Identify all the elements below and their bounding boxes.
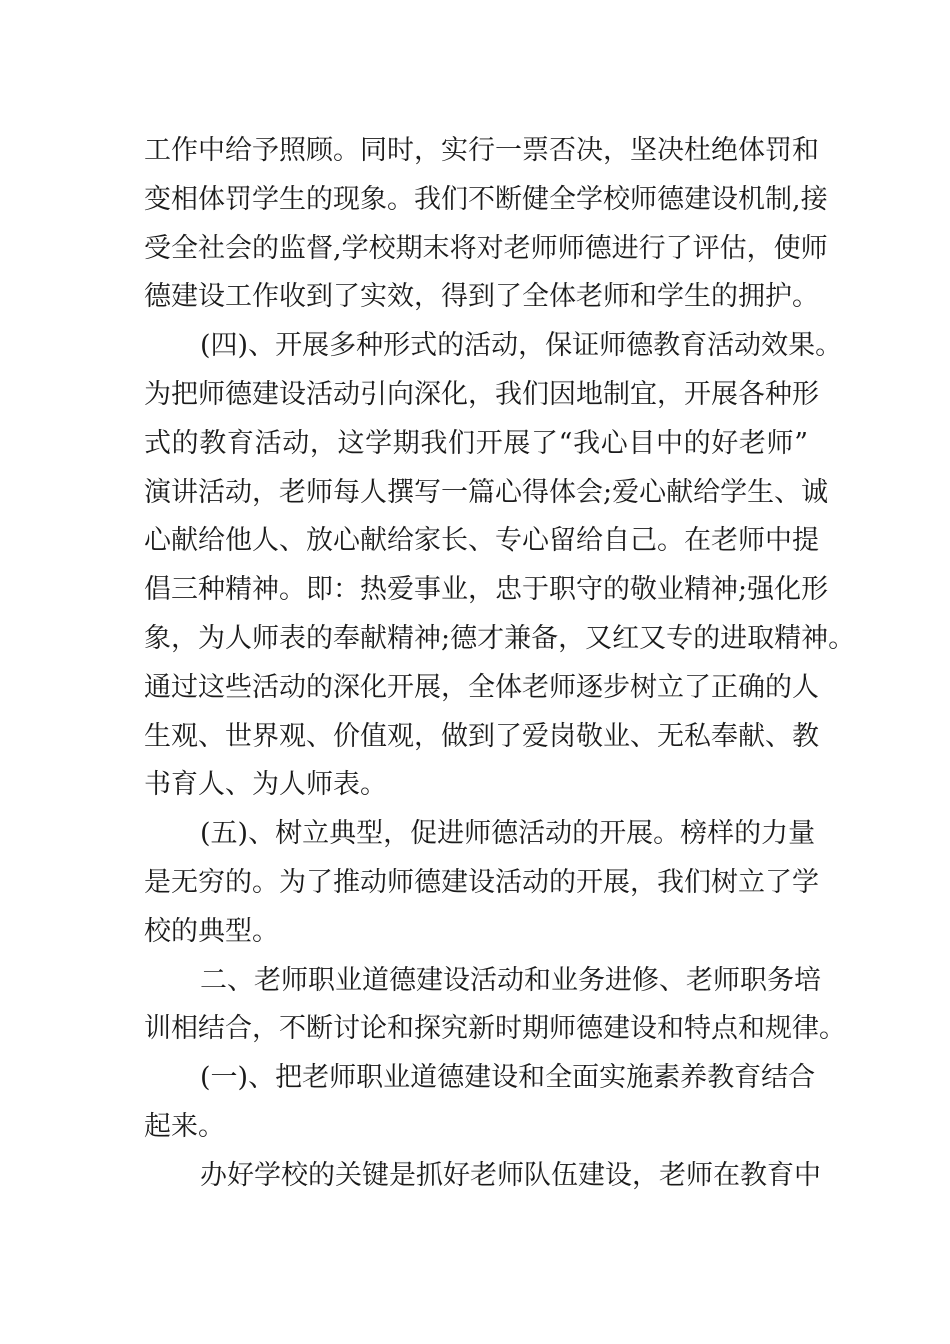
text-line: 二、老师职业道德建设活动和业务进修、老师职务培 [200, 964, 821, 996]
text-line: 为把师德建设活动引向深化，我们因地制宜，开展各种形 [144, 378, 819, 410]
text-line: 德建设工作收到了实效，得到了全体老师和学生的拥护。 [144, 281, 819, 313]
text-line: 起来。 [144, 1110, 225, 1142]
document-body [144, 127, 856, 1201]
text-line: 工作中给予照顾。同时，实行一票否决，坚决杜绝体罚和 [144, 135, 819, 166]
text-line: 演讲活动，老师每人撰写一篇心得体会;爱心献给学生、诚 [144, 476, 829, 508]
text-line: 象，为人师表的奉献精神;德才兼备，又红又专的进取精神。 [144, 622, 856, 654]
text-line: 办好学校的关键是抓好老师队伍建设，老师在教育中 [200, 1159, 821, 1191]
text-line: 通过这些活动的深化开展，全体老师逐步树立了正确的人 [144, 671, 819, 703]
text-line: 变相体罚学生的现象。我们不断健全学校师德建设机制,接 [144, 183, 828, 215]
text-line: 校的典型。 [144, 915, 279, 947]
text-line: 是无穷的。为了推动师德建设活动的开展，我们树立了学 [144, 866, 819, 898]
text-line: 受全社会的监督,学校期末将对老师师德进行了评估，使师 [144, 232, 828, 264]
text-line: 书育人、为人师表。 [144, 769, 387, 801]
text-line: 生观、世界观、价值观，做到了爱岗敬业、无私奉献、教 [144, 720, 819, 752]
text-line: (一)、把老师职业道德建设和全面实施素养教育结合 [200, 1062, 816, 1094]
text-line: 式的教育活动，这学期我们开展了“我心目中的好老师” [144, 427, 808, 459]
text-line: 心献给他人、放心献给家长、专心留给自己。在老师中提 [144, 525, 819, 557]
text-line: 训相结合，不断讨论和探究新时期师德建设和特点和规律。 [144, 1013, 846, 1045]
text-line: (四)、开展多种形式的活动，保证师德教育活动效果。 [200, 330, 843, 362]
text-line: (五)、树立典型，促进师德活动的开展。榜样的力量 [200, 818, 816, 850]
text-line: 倡三种精神。即：热爱事业，忠于职守的敬业精神;强化形 [144, 574, 829, 606]
